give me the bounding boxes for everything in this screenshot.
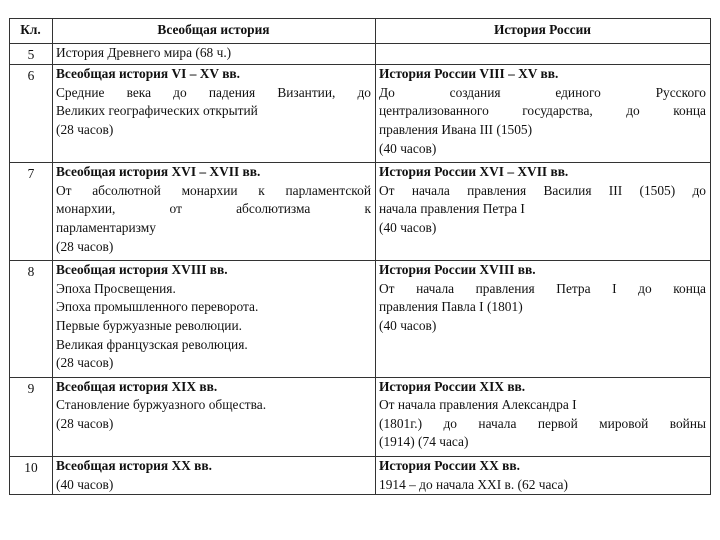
russian-history-cell bbox=[376, 457, 711, 495]
world-history-line: монархии, от абсолютизма к bbox=[56, 201, 371, 217]
header-grade: Кл. bbox=[10, 19, 53, 44]
world-history-line: От абсолютной монархии к парламентской bbox=[56, 182, 371, 198]
russian-history-line: От начала правления Петра I до конца bbox=[379, 280, 706, 296]
world-history-line: Эпоха Просвещения. bbox=[56, 280, 176, 296]
grade-cell: 8 bbox=[10, 261, 53, 378]
world-history-cell bbox=[53, 457, 376, 495]
russian-history-line: (40 часов) bbox=[379, 317, 437, 333]
world-history-cell bbox=[53, 65, 376, 163]
curriculum-table bbox=[9, 18, 711, 495]
table-row bbox=[10, 163, 711, 261]
russian-history-line: правления Ивана III (1505) bbox=[379, 121, 533, 137]
russian-history-title: История России XVI – XVII вв. bbox=[379, 164, 569, 180]
world-history-title: Всеобщая история VI – XV вв. bbox=[56, 66, 241, 82]
world-history-line: (28 часов) bbox=[56, 121, 114, 137]
world-history-line: Становление буржуазного общества. bbox=[56, 397, 267, 413]
world-history-title: Всеобщая история XVI – XVII вв. bbox=[56, 164, 261, 180]
header-world-history: Всеобщая история bbox=[53, 19, 376, 44]
world-history-cell bbox=[53, 163, 376, 261]
russian-history-cell bbox=[376, 377, 711, 456]
grade-cell: 6 bbox=[10, 65, 53, 163]
table-row bbox=[10, 43, 711, 65]
russian-history-line: (1801г.) до начала первой мировой войны bbox=[379, 415, 706, 431]
russian-history-line: (1914) (74 часа) bbox=[379, 434, 469, 450]
russian-history-line: централизованного государства, до конца bbox=[379, 103, 706, 119]
russian-history-line: (40 часов) bbox=[379, 140, 437, 156]
russian-history-cell bbox=[376, 261, 711, 378]
russian-history-cell bbox=[376, 163, 711, 261]
world-history-line: История Древнего мира (68 ч.) bbox=[56, 44, 232, 60]
grade-cell: 7 bbox=[10, 163, 53, 261]
russian-history-line: От начала правления Александра I bbox=[379, 397, 577, 413]
world-history-line: (40 часов) bbox=[56, 476, 114, 492]
table-row bbox=[10, 261, 711, 378]
russian-history-line: правления Павла I (1801) bbox=[379, 299, 523, 315]
header-row bbox=[10, 19, 711, 44]
table-row bbox=[10, 457, 711, 495]
russian-history-title: История России XIX вв. bbox=[379, 378, 526, 394]
russian-history-line: До создания единого Русского bbox=[379, 84, 706, 100]
russian-history-cell bbox=[376, 43, 711, 65]
world-history-line: Первые буржуазные революции. bbox=[56, 317, 242, 333]
grade-cell: 5 bbox=[10, 43, 53, 65]
world-history-line: Великих географических открытий bbox=[56, 103, 258, 119]
world-history-line: (28 часов) bbox=[56, 415, 114, 431]
world-history-line: (28 часов) bbox=[56, 238, 114, 254]
world-history-cell bbox=[53, 261, 376, 378]
russian-history-line: начала правления Петра I bbox=[379, 201, 525, 217]
header-russian-history: История России bbox=[376, 19, 711, 44]
world-history-line: Великая французская революция. bbox=[56, 336, 248, 352]
table-row bbox=[10, 65, 711, 163]
grade-cell: 9 bbox=[10, 377, 53, 456]
russian-history-line: 1914 – до начала XXI в. (62 часа) bbox=[379, 476, 568, 492]
world-history-cell bbox=[53, 377, 376, 456]
table-row bbox=[10, 377, 711, 456]
world-history-line: парламентаризму bbox=[56, 219, 156, 235]
russian-history-line: (40 часов) bbox=[379, 219, 437, 235]
russian-history-title: История России VIII – XV вв. bbox=[379, 66, 559, 82]
grade-cell: 10 bbox=[10, 457, 53, 495]
russian-history-cell bbox=[376, 65, 711, 163]
world-history-cell bbox=[53, 43, 376, 65]
world-history-title: Всеобщая история XX вв. bbox=[56, 458, 212, 474]
russian-history-line: От начала правления Василия III (1505) до bbox=[379, 182, 706, 198]
world-history-title: Всеобщая история XIX вв. bbox=[56, 378, 218, 394]
russian-history-title: История России XVIII вв. bbox=[379, 262, 536, 278]
world-history-title: Всеобщая история XVIII вв. bbox=[56, 262, 228, 278]
russian-history-title: История России XX вв. bbox=[379, 458, 520, 474]
world-history-line: Эпоха промышленного переворота. bbox=[56, 299, 259, 315]
world-history-line: Средние века до падения Византии, до bbox=[56, 84, 371, 100]
world-history-line: (28 часов) bbox=[56, 355, 114, 371]
